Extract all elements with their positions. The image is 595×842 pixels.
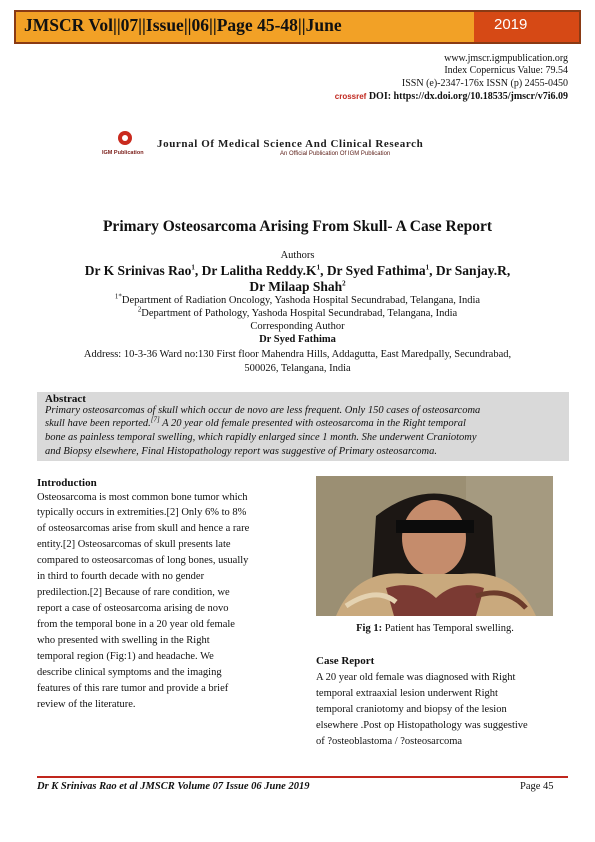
abstract-text: skull have been reported. (45, 418, 151, 429)
figure-label: Fig 1: (356, 623, 383, 634)
author-name: Dr Syed Fathima (326, 263, 426, 278)
body-text-line: who presented with swelling in the Right (37, 635, 210, 646)
citation-mark: [7] (150, 415, 160, 424)
igm-logo-inner (122, 135, 128, 141)
crossref-logo: crossref (334, 92, 367, 101)
abstract-line: Primary osteosarcomas of skull which occur de novo are less frequent. Only 150 cases of osteosarcoma (45, 405, 481, 416)
body-text-line: temporal region (Fig:1) and headache. We (37, 651, 214, 662)
address-line-1: Address: 10-3-36 Ward no:130 First floor Mahendra Hills, Addagutta, East Maredpally, Secundrabad, (83, 349, 512, 360)
affiliation-1 (0, 292, 595, 306)
journal-issue-label: JMSCR Vol||07||Issue||06||Page 45-48||June (24, 15, 342, 35)
figure-caption (300, 623, 570, 634)
affiliation-text: Department of Radiation Oncology, Yashoda Hospital Secundrabad, Telangana, India (121, 295, 481, 306)
body-text-line: report a case of osteosarcoma arising de novo (37, 603, 229, 614)
author-affiliation-mark: 2 (342, 279, 346, 288)
body-text-line: review of the literature. (37, 699, 136, 710)
authors-line-1 (0, 263, 595, 279)
header-banner (14, 10, 581, 44)
corresponding-author-name: Dr Syed Fathima (259, 334, 336, 345)
author-affiliation-mark: 1 (316, 263, 321, 272)
patient-photo (316, 476, 553, 616)
body-text-line: features of this rare tumor and provide a brief (37, 683, 229, 694)
abstract-heading: Abstract (45, 393, 86, 405)
corresponding-author-heading: Corresponding Author (250, 321, 345, 332)
body-text-line: elsewhere .Post op Histopathology was suggestive (316, 720, 528, 731)
abstract-line (45, 415, 466, 429)
issn-label: ISSN (e)-2347-176x ISSN (p) 2455-0450 (401, 78, 568, 89)
author-name: Dr K Srinivas Rao (84, 263, 192, 278)
author-name: Dr Lalitha Reddy.K (201, 263, 317, 278)
figure-caption-text: Patient has Temporal swelling. (382, 623, 514, 634)
index-copernicus: Index Copernicus Value: 79.54 (444, 65, 568, 76)
author-name: Dr Milaap Shah (249, 279, 343, 294)
journal-subtitle: An Official Publication Of IGM Publication (280, 151, 391, 157)
footer-divider (37, 776, 568, 778)
page-number: Page 45 (520, 781, 554, 792)
author-separator: , (194, 263, 202, 278)
body-text-line: predilection.[2] Because of rare condition, we (37, 587, 230, 598)
authors-heading: Authors (280, 250, 315, 261)
introduction-heading: Introduction (37, 477, 97, 489)
author-affiliation-mark: 1 (191, 263, 195, 272)
abstract-text: A 20 year old female presented with osteosarcoma in the Right temporal (159, 418, 466, 429)
journal-name: Journal Of Medical Science And Clinical Research (157, 138, 424, 150)
abstract-line: and Biopsy elsewhere, Final Histopathology report was suggestive of Primary osteosarcoma. (45, 446, 437, 457)
affiliation-mark: 1* (114, 292, 122, 301)
website-link[interactable]: www.jmscr.igmpublication.org (444, 53, 568, 64)
doi-text[interactable]: DOI: https://dx.doi.org/10.18535/jmscr/v7i6.09 (368, 91, 568, 102)
case-report-heading: Case Report (316, 655, 375, 667)
body-text-line: entity.[2] Osteosarcomas of skull presents late (37, 539, 231, 550)
body-text-line: temporal craniotomy and biopsy of the lesion (316, 704, 507, 715)
author-separator: , (320, 263, 327, 278)
affiliation-2 (0, 305, 595, 319)
footer-citation: Dr K Srinivas Rao et al JMSCR Volume 07 Issue 06 June 2019 (37, 781, 310, 792)
body-text-line: temporal extraaxial lesion underwent Right (316, 688, 498, 699)
body-text-line: of osteosarcomas arise from skull and hence a rare (37, 523, 250, 534)
abstract-line: bone as painless temporal swelling, which rapidly enlarged since 1 month. She underwent Craniotomy (45, 432, 477, 443)
body-text-line: in third to fourth decade with no gender (37, 571, 205, 582)
year-label: 2019 (494, 16, 528, 33)
authors-line-2 (0, 279, 595, 295)
author-affiliation-mark: 1 (425, 263, 430, 272)
paper-title: Primary Osteosarcoma Arising From Skull- A Case Report (102, 218, 493, 235)
body-text-line: typically occurs in extremities.[2] Only 6% to 8% (37, 507, 247, 518)
author-separator: , Dr Sanjay.R, (429, 263, 511, 278)
body-text-line: of ?osteoblastoma / ?osteosarcoma (316, 736, 463, 747)
address-line-2: 500026, Telangana, India (244, 363, 351, 374)
doi-line[interactable] (335, 91, 568, 103)
patient-photo-illustration (316, 476, 553, 616)
body-text-line: from the temporal bone in a 20 year old female (37, 619, 235, 630)
body-text-line: describe clinical symptoms and the imaging (37, 667, 222, 678)
body-text-line: Osteosarcoma is most common bone tumor which (37, 492, 248, 503)
affiliation-mark: 2 (137, 305, 142, 314)
body-text-line: A 20 year old female was diagnosed with Right (316, 672, 516, 683)
affiliation-text: Department of Pathology, Yashoda Hospital Secundrabad, Telangana, India (141, 308, 458, 319)
body-text-line: compared to osteosarcomas of long bones, usually (37, 555, 249, 566)
publisher-name: IGM Publication (102, 150, 144, 156)
